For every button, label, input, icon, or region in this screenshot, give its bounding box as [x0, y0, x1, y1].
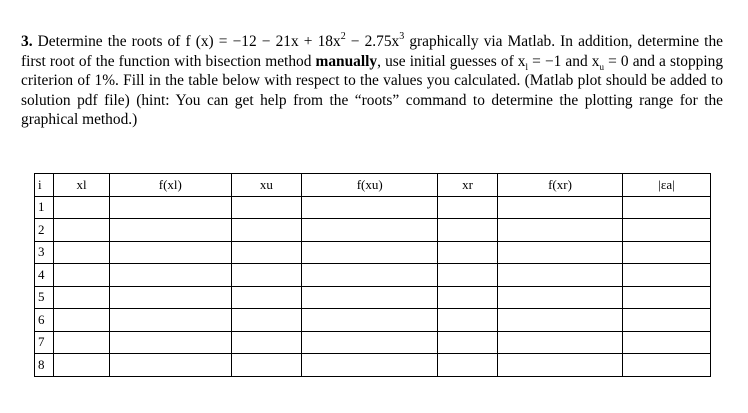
answer-cell[interactable] — [110, 264, 232, 287]
answer-cell[interactable] — [438, 354, 498, 377]
answer-cell[interactable] — [302, 264, 438, 287]
answer-cell[interactable] — [497, 286, 622, 309]
answer-cell[interactable] — [54, 219, 110, 242]
exponent-2: 2 — [340, 30, 346, 42]
answer-cell[interactable] — [110, 219, 232, 242]
row-index: 4 — [35, 264, 54, 287]
table-header-row — [35, 174, 711, 197]
answer-cell[interactable] — [302, 286, 438, 309]
exponent-3: 3 — [399, 30, 405, 42]
table-row — [35, 354, 711, 377]
answer-cell[interactable] — [438, 264, 498, 287]
answer-cell[interactable] — [497, 309, 622, 332]
question-text — [21, 32, 723, 130]
answer-cell[interactable] — [54, 196, 110, 219]
row-index: 3 — [35, 241, 54, 264]
answer-cell[interactable] — [623, 241, 711, 264]
answer-cell[interactable] — [231, 241, 302, 264]
answer-cell[interactable] — [497, 219, 622, 242]
answer-cell[interactable] — [623, 286, 711, 309]
answer-cell[interactable] — [110, 196, 232, 219]
answer-cell[interactable] — [54, 354, 110, 377]
answer-cell[interactable] — [438, 219, 498, 242]
answer-cell[interactable] — [231, 219, 302, 242]
answer-cell[interactable] — [623, 309, 711, 332]
answer-cell[interactable] — [110, 309, 232, 332]
row-index: 6 — [35, 309, 54, 332]
answer-cell[interactable] — [438, 331, 498, 354]
bisection-table — [34, 173, 711, 377]
answer-cell[interactable] — [54, 331, 110, 354]
answer-cell[interactable] — [497, 264, 622, 287]
header-f-xr: f(xr) — [497, 174, 622, 197]
answer-cell[interactable] — [497, 241, 622, 264]
question-segment: graphically via Matlab. In addition, determine the first root of the function with bisection method — [21, 33, 723, 70]
answer-cell[interactable] — [231, 354, 302, 377]
header-xl: xl — [54, 174, 110, 197]
answer-cell[interactable] — [623, 219, 711, 242]
answer-cell[interactable] — [54, 286, 110, 309]
emphasis-manually: manually — [315, 52, 378, 70]
question-segment: Determine the roots of f (x) = −12 − 21x + 18x — [32, 33, 341, 50]
answer-cell[interactable] — [110, 354, 232, 377]
answer-cell[interactable] — [110, 331, 232, 354]
answer-cell[interactable] — [497, 196, 622, 219]
answer-cell[interactable] — [302, 241, 438, 264]
question-number: 3. — [21, 33, 33, 50]
row-index: 1 — [35, 196, 54, 219]
row-index: 2 — [35, 219, 54, 242]
answer-cell[interactable] — [623, 354, 711, 377]
answer-cell[interactable] — [302, 331, 438, 354]
table-row — [35, 196, 711, 219]
answer-cell[interactable] — [623, 196, 711, 219]
header-xu: xu — [231, 174, 302, 197]
table-row — [35, 241, 711, 264]
table-row — [35, 264, 711, 287]
answer-cell[interactable] — [497, 331, 622, 354]
question-segment: = 0 and a stopping criterion of 1%. Fill in the table below with respect to the values you calculated. (Matlab plot should be added to solution pdf file) (hint: You can get help from the “roots” command to determine the plotting range for the graphical method.) — [21, 52, 724, 129]
answer-cell[interactable] — [231, 331, 302, 354]
answer-cell[interactable] — [302, 309, 438, 332]
table-row — [35, 309, 711, 332]
answer-cell[interactable] — [231, 309, 302, 332]
answer-cell[interactable] — [54, 241, 110, 264]
header-f-xu: f(xu) — [302, 174, 438, 197]
header-i: i — [35, 174, 54, 197]
header-error: |εa| — [623, 174, 711, 197]
answer-cell[interactable] — [231, 196, 302, 219]
row-index: 8 — [35, 354, 54, 377]
answer-cell[interactable] — [623, 331, 711, 354]
header-xr: xr — [438, 174, 498, 197]
answer-cell[interactable] — [623, 264, 711, 287]
subscript-u: u — [599, 61, 604, 72]
answer-cell[interactable] — [438, 286, 498, 309]
question-segment: , use initial guesses of x — [377, 52, 526, 70]
table-row — [35, 331, 711, 354]
header-f-xl: f(xl) — [110, 174, 232, 197]
answer-cell[interactable] — [110, 286, 232, 309]
answer-cell[interactable] — [110, 241, 232, 264]
answer-cell[interactable] — [54, 264, 110, 287]
answer-cell[interactable] — [54, 309, 110, 332]
answer-cell[interactable] — [497, 354, 622, 377]
answer-cell[interactable] — [231, 264, 302, 287]
row-index: 5 — [35, 286, 54, 309]
question-segment: − 2.75x — [345, 33, 400, 50]
answer-cell[interactable] — [302, 196, 438, 219]
answer-cell[interactable] — [231, 286, 302, 309]
table-row — [35, 219, 711, 242]
answer-cell[interactable] — [438, 241, 498, 264]
question-segment: = −1 and x — [528, 52, 600, 70]
answer-cell[interactable] — [438, 196, 498, 219]
row-index: 7 — [35, 331, 54, 354]
table-row — [35, 286, 711, 309]
answer-cell[interactable] — [302, 354, 438, 377]
answer-cell[interactable] — [438, 309, 498, 332]
subscript-l: l — [525, 61, 529, 72]
answer-cell[interactable] — [302, 219, 438, 242]
